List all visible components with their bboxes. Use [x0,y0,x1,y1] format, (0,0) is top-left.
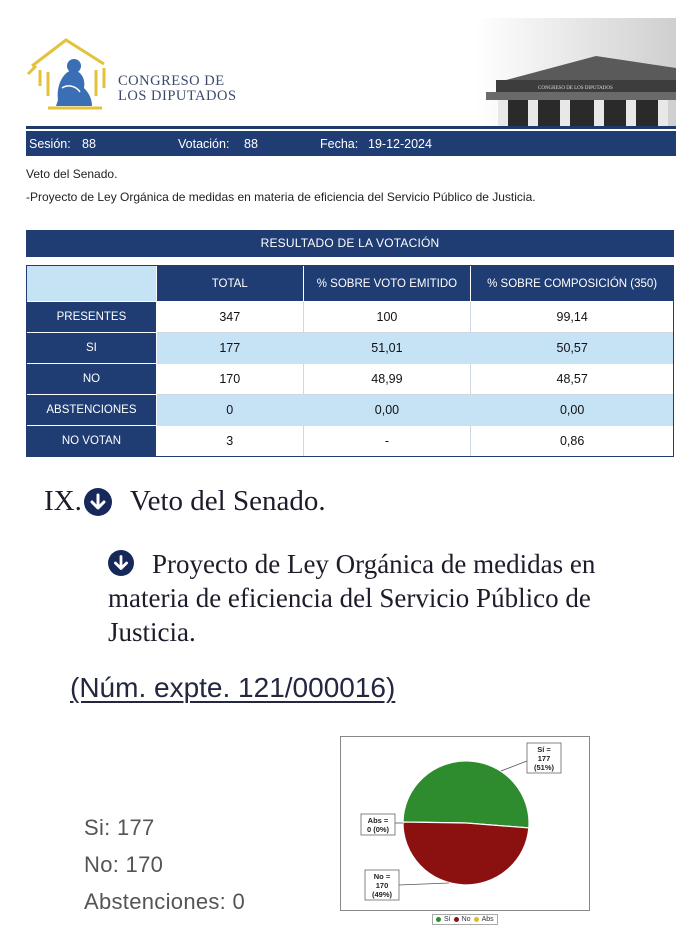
cell-composicion: 0,00 [471,395,674,426]
cell-emitido: 100 [303,302,471,333]
cell-composicion: 0,86 [471,426,674,457]
pie-label-text: (49%) [371,890,393,899]
pie-legend [432,914,498,925]
agenda-number: IX. [44,485,82,517]
cell-emitido: 48,99 [303,364,471,395]
header-composicion: % SOBRE COMPOSICIÓN (350) [471,266,674,302]
table-row [27,302,674,333]
cell-total: 3 [156,426,303,457]
legend-si-dot [436,917,441,922]
header-voto-emitido: % SOBRE VOTO EMITIDO [303,266,471,302]
count-abstenciones: Abstenciones: 0 [84,889,246,914]
arrow-down-circle-icon[interactable] [84,488,112,516]
sesion-label: Sesión: [29,137,71,151]
pie-label-text: 177 [537,754,551,763]
pie-label-text: 0 (0%) [366,825,390,834]
row-label: ABSTENCIONES [27,395,157,426]
legend-si: Sí [444,916,451,923]
congreso-logo-icon [26,26,114,118]
expediente-link[interactable]: (Núm. expte. 121/000016) [70,672,396,703]
votacion-value: 88 [244,137,258,151]
pie-label-text: 170 [375,881,389,890]
pie-leader-line [399,883,449,885]
pie-leader-line [501,761,527,771]
building-inscription: CONGRESO DE LOS DIPUTADOS [538,86,613,91]
cell-composicion: 99,14 [471,302,674,333]
table-row [27,333,674,364]
fecha-value: 19-12-2024 [368,137,432,151]
agenda-subtitle [108,547,678,649]
building-image [476,18,676,128]
row-label: NO VOTAN [27,426,157,457]
row-label: NO [27,364,157,395]
table-row [27,364,674,395]
pie-label-text: No = [373,872,391,881]
header-total: TOTAL [156,266,303,302]
arrow-down-circle-icon[interactable] [108,550,134,576]
cell-emitido: 0,00 [303,395,471,426]
cell-composicion: 48,57 [471,364,674,395]
legend-abs-dot [474,917,479,922]
legend-no-dot [454,917,459,922]
count-si: Si: 177 [84,815,155,840]
logo-line-2: LOS DIPUTADOS [118,88,237,104]
fecha-label: Fecha: [320,137,359,151]
cell-total: 170 [156,364,303,395]
agenda-subtitle-text: Proyecto de Ley Orgánica de medidas en materia de eficiencia del Servicio Público de Justicia. [108,549,596,647]
pie-label-text: Abs = [367,816,389,825]
header-divider [26,126,676,129]
pie-slice-no [403,822,529,885]
cell-total: 0 [156,395,303,426]
logo-line-1: CONGRESO DE [118,73,225,89]
count-no: No: 170 [84,852,164,877]
pie-label-text: (51%) [533,763,555,772]
table-row [27,395,674,426]
legend-abs: Abs [481,916,494,923]
subject-line-2: -Proyecto de Ley Orgánica de medidas en materia de eficiencia del Servicio Público de Justicia. [26,190,536,204]
cell-total: 177 [156,333,303,364]
cell-total: 347 [156,302,303,333]
agenda-title: Veto del Senado. [129,485,326,517]
page-header [26,18,676,128]
session-info-bar [26,131,676,156]
vote-pie-chart [340,736,590,911]
results-table [26,265,674,457]
subject-line-1: Veto del Senado. [26,167,118,181]
sesion-value: 88 [82,137,96,151]
table-corner [27,266,157,302]
results-title: RESULTADO DE LA VOTACIÓN [26,230,674,257]
pie-label-text: Sí = [537,745,551,754]
agenda-heading [44,485,326,518]
cell-composicion: 50,57 [471,333,674,364]
table-row [27,426,674,457]
pie-slice-sí [403,761,529,828]
row-label: SI [27,333,157,364]
cell-emitido: 51,01 [303,333,471,364]
votacion-label: Votación: [178,137,230,151]
logo-text [118,74,237,104]
cell-emitido: - [303,426,471,457]
row-label: PRESENTES [27,302,157,333]
legend-no: No [461,916,471,923]
